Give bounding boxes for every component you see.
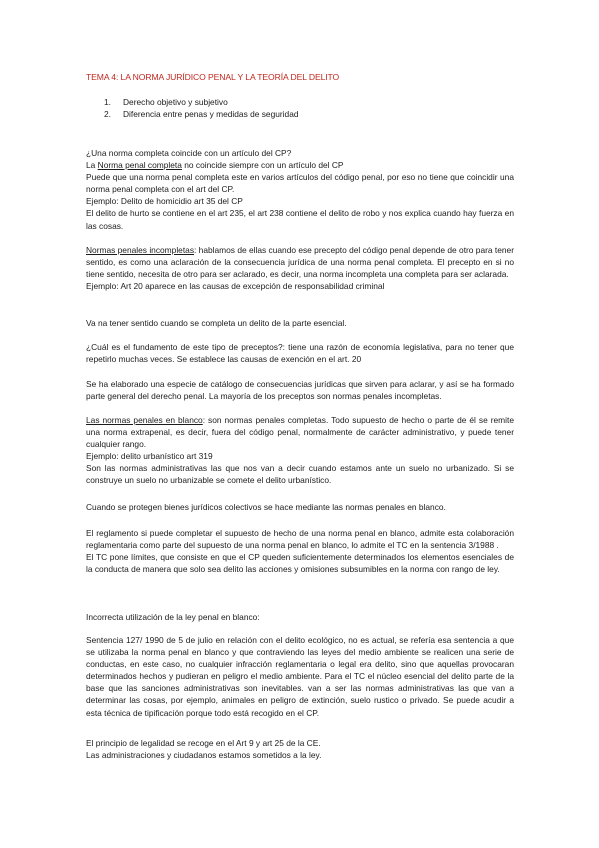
paragraph-reglamento — [86, 527, 514, 575]
underlined-term: Norma penal completa — [97, 160, 182, 171]
paragraph: ¿Cuál es el fundamento de este tipo de preceptos?: tiene una razón de economía legislativa, para no tener que repetirlo muchas veces. Se establece las causas de exención en el art. 20 — [86, 342, 514, 365]
underlined-term: Las normas penales en blanco — [86, 415, 203, 425]
definition-line — [86, 159, 514, 171]
paragraph-legalidad — [86, 737, 514, 761]
question-line: ¿Una norma completa coincide con un artículo del CP? — [86, 148, 292, 158]
paragraph: Va na tener sentido cuando se completa un delito de la parte esencial. — [86, 318, 347, 328]
body-text: El reglamento si puede completar el supuesto de hecho de una norma penal en blanco, admite esta colaboración reglamentaria como parte del supuesto de una norma penal en blanco, lo admite el TC en la sentencia 3/1988 . — [86, 528, 514, 551]
paragraph-sentencia: Sentencia 127/ 1990 de 5 de julio en relación con el delito ecológico, no es actual, se refería esa sentencia a que se utilizaba la norma penal en blanco y que contraviendo las leyes del medio ambiente se realicen una serie de conductas, en este caso, no cualquier infracción reglamentaria o legal era delito, sino que aquellas provocaran determinados hechos y pudieran en peligro el medio ambiente. Para el TC el núcleo esencial del delito parte de la base que las sanciones administrativas son inevitables. van a ser las normas administrativas las que van a determinar las cosas, por ejemplo, animales en peligro de extinción, suelo rustico o privado. Se puede acudir a esta técnica de tipificación porque todo está recogido en el CP. — [86, 635, 514, 718]
topic-list — [104, 96, 299, 120]
body-text: El TC pone límites, que consiste en que el CP queden suficientemente determinados los elementos esenciales de la conducta de manera que solo sea delito las acciones y omisiones subsumibles en la norma con rango de ley. — [86, 552, 514, 575]
example-line: Ejemplo: delito urbanístico art 319 — [86, 451, 213, 462]
example-line: Ejemplo: Delito de homicidio art 35 del CP — [86, 196, 243, 207]
underlined-term: Normas penales incompletas — [86, 245, 195, 255]
list-text: Diferencia entre penas y medidas de seguridad — [123, 109, 299, 119]
text-span: no coincide siempre con un artículo del CP — [181, 160, 344, 171]
document-title: TEMA 4: LA NORMA JURÍDICO PENAL Y LA TEORÍA DEL DELITO — [86, 72, 340, 82]
list-item — [104, 108, 299, 120]
body-text: Son las normas administrativas las que nos van a decir cuando estamos ante un suelo no urbanizado. Si se construye un suelo no urbanizable se comete el delito urbanístico. — [86, 463, 514, 486]
body-text: El delito de hurto se contiene en el art 235, el art 238 contiene el delito de robo y nos explica cuando hay fuerza en las cosas. — [86, 208, 514, 231]
paragraph-normas-incompletas — [86, 244, 514, 292]
paragraph: Cuando se protegen bienes jurídicos colectivos se hace mediante las normas penales en blanco. — [86, 502, 446, 512]
list-number: 1. — [104, 97, 111, 107]
list-number: 2. — [104, 109, 111, 119]
text-span: La — [86, 160, 98, 171]
list-item — [104, 96, 299, 108]
example-line: Ejemplo: Art 20 aparece en las causas de excepción de responsabilidad criminal — [86, 281, 385, 292]
body-text: El principio de legalidad se recoge en el Art 9 y art 25 de la CE. — [86, 738, 321, 748]
body-text: Las administraciones y ciudadanos estamos sometidos a la ley. — [86, 750, 322, 761]
paragraph-normas-en-blanco — [86, 414, 514, 487]
list-text: Derecho objetivo y subjetivo — [123, 97, 228, 107]
paragraph: Se ha elaborado una especie de catálogo de consecuencias jurídicas que sirven para aclarar, y así se ha formado parte general del derecho penal. La mayoría de los preceptos son normas penales incompletas. — [86, 379, 514, 402]
paragraph-heading: Incorrecta utilización de la ley penal en blanco: — [86, 612, 260, 622]
paragraph-norma-completa — [86, 147, 514, 232]
body-text: : son normas penales completas. Todo supuesto de hecho o parte de él se remite una norma extrapenal, es decir, fuera del código penal, normalmente de carácter administrativo, y puede tener cualquier rango. — [86, 415, 514, 450]
body-text: : hablamos de ellas cuando ese precepto del código penal depende de otro para tener sentido, es como una aclaración de la consecuencia jurídica de una norma penal completa. El precepto en si no tiene sentido, necesita de otro para ser aclarado, es decir, una norma incompleta una completa para ser aclarada. — [86, 245, 514, 280]
body-text: Puede que una norma penal completa este en varios artículos del código penal, por eso no tiene que coincidir una norma penal completa con el art del CP. — [86, 172, 514, 195]
